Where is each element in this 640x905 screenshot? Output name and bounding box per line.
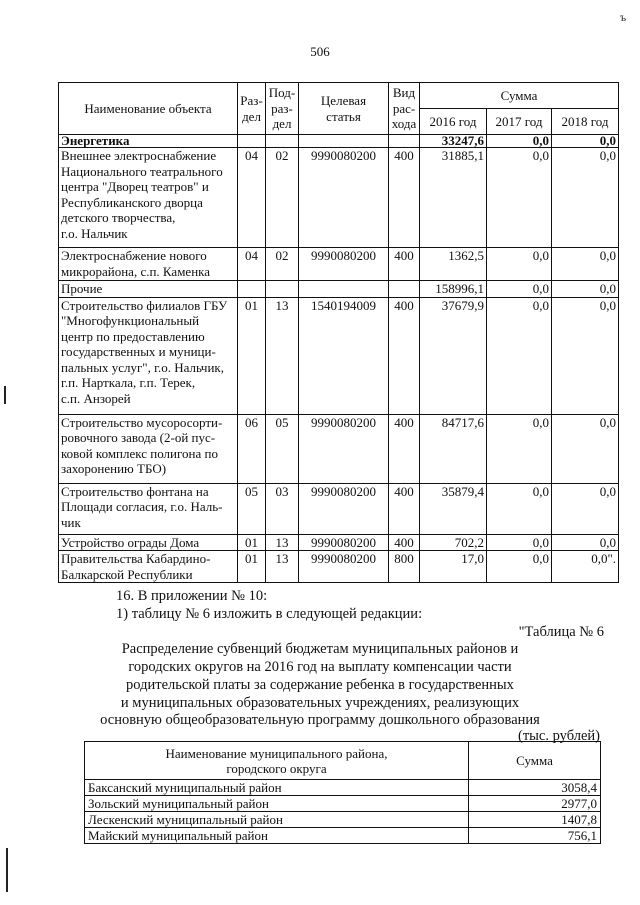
cell-target: 9990080200 — [299, 148, 389, 248]
cell-razdel: 04 — [238, 248, 266, 281]
subventions-table — [84, 741, 601, 844]
table-row — [59, 281, 619, 298]
table-row — [85, 796, 601, 812]
cell-2017: 0,0 — [487, 297, 552, 414]
cell-district: Майский муниципальный район — [85, 828, 469, 844]
cell-target: 1540194009 — [299, 297, 389, 414]
cell-razdel: 04 — [238, 148, 266, 248]
cell-target: 9990080200 — [299, 414, 389, 483]
cell-vid: 400 — [389, 483, 420, 534]
cell-podrazdel: 05 — [266, 414, 299, 483]
scan-mark: ъ — [620, 10, 627, 24]
header-vid: Вид рас- хода — [389, 83, 420, 135]
table-row — [59, 534, 619, 551]
cell-vid: 400 — [389, 297, 420, 414]
cell-name: Прочие — [59, 281, 238, 298]
header-podrazdel: Под- раз- дел — [266, 83, 299, 135]
cell-target: 9990080200 — [299, 534, 389, 551]
title-line: городских округов на 2016 год на выплату компенсации части — [128, 659, 512, 675]
cell-podrazdel — [266, 281, 299, 298]
cell-vid: 800 — [389, 551, 420, 583]
table-row — [85, 812, 601, 828]
title-line: родительской платы за содержание ребенка в государственных — [126, 677, 514, 693]
table-row — [59, 297, 619, 414]
cell-2017: 0,0 — [487, 534, 552, 551]
cell-2016: 84717,6 — [420, 414, 487, 483]
cell-sum: 3058,4 — [469, 780, 601, 796]
cell-2018: 0,0 — [552, 281, 619, 298]
cell-razdel — [238, 281, 266, 298]
header-district: Наименование муниципального района, городского округа — [85, 742, 469, 780]
cell-district: Зольский муниципальный район — [85, 796, 469, 812]
cell-vid: 400 — [389, 414, 420, 483]
cell-vid — [389, 281, 420, 298]
cell-2017: 0,0 — [487, 248, 552, 281]
cell-name: Энергетика — [59, 135, 238, 148]
cell-razdel: 01 — [238, 534, 266, 551]
cell-district: Лескенский муниципальный район — [85, 812, 469, 828]
cell-name: Строительство мусоросорти- ровочного завода (2-ой пус- ковой комплекс полигона по захоронению ТБО) — [59, 414, 238, 483]
cell-vid: 400 — [389, 148, 420, 248]
header-name: Наименование объекта — [59, 83, 238, 135]
cell-2017: 0,0 — [487, 135, 552, 148]
cell-razdel: 05 — [238, 483, 266, 534]
cell-district: Баксанский муниципальный район — [85, 780, 469, 796]
cell-2016: 17,0 — [420, 551, 487, 583]
cell-podrazdel: 13 — [266, 297, 299, 414]
cell-2018: 0,0 — [552, 534, 619, 551]
cell-name: Внешнее электроснабжение Национального театрального центра "Дворец театров" и Республиканского дворца детского творчества, г.о. Нальчик — [59, 148, 238, 248]
page-number: 506 — [310, 44, 330, 59]
table-row — [59, 414, 619, 483]
item-1: 1) таблицу № 6 изложить в следующей редакции: — [116, 606, 423, 622]
cell-target: 9990080200 — [299, 248, 389, 281]
cell-name: Электроснабжение нового микрорайона, с.п. Каменка — [59, 248, 238, 281]
table-label: "Таблица № 6 — [518, 624, 604, 640]
header-razdel: Раз- дел — [238, 83, 266, 135]
table-row — [85, 780, 601, 796]
cell-2017: 0,0 — [487, 281, 552, 298]
cell-2016: 31885,1 — [420, 148, 487, 248]
header-2017: 2017 год — [487, 109, 552, 135]
cell-podrazdel: 03 — [266, 483, 299, 534]
cell-name: Устройство ограды Дома — [59, 534, 238, 551]
header-2016: 2016 год — [420, 109, 487, 135]
title-line: основную общеобразовательную программу дошкольного образования — [100, 712, 540, 728]
header-sum: Сумма — [420, 83, 619, 109]
title-line: и муниципальных образовательных учреждениях, реализующих — [120, 695, 520, 711]
cell-2018: 0,0 — [552, 414, 619, 483]
title-line: Распределение субвенций бюджетам муниципальных районов и — [121, 641, 519, 657]
cell-target — [299, 281, 389, 298]
cell-razdel: 06 — [238, 414, 266, 483]
cell-podrazdel — [266, 135, 299, 148]
cell-podrazdel: 13 — [266, 551, 299, 583]
cell-vid: 400 — [389, 534, 420, 551]
cell-2018: 0,0 — [552, 483, 619, 534]
table-row — [59, 248, 619, 281]
cell-name: Строительство филиалов ГБУ "Многофункциональный центр по предоставлению государственных и муници- пальных услуг", г.о. Нальчик, г.п. Нарткала, г.п. Терек, с.п. Анзорей — [59, 297, 238, 414]
margin-mark — [6, 848, 8, 892]
cell-sum: 2977,0 — [469, 796, 601, 812]
cell-2018: 0,0 — [552, 297, 619, 414]
cell-target: 9990080200 — [299, 551, 389, 583]
cell-2016: 33247,6 — [420, 135, 487, 148]
item-16: 16. В приложении № 10: — [116, 588, 268, 604]
cell-sum: 1407,8 — [469, 812, 601, 828]
cell-2018: 0,0 — [552, 135, 619, 148]
cell-razdel: 01 — [238, 551, 266, 583]
cell-2017: 0,0 — [487, 551, 552, 583]
margin-mark — [4, 386, 6, 404]
cell-name: Строительство фонтана на Площади согласия, г.о. Наль- чик — [59, 483, 238, 534]
cell-vid — [389, 135, 420, 148]
cell-2017: 0,0 — [487, 483, 552, 534]
cell-podrazdel: 02 — [266, 148, 299, 248]
cell-2017: 0,0 — [487, 148, 552, 248]
objects-table — [58, 82, 619, 583]
cell-2016: 35879,4 — [420, 483, 487, 534]
table-row — [59, 483, 619, 534]
cell-vid: 400 — [389, 248, 420, 281]
cell-target — [299, 135, 389, 148]
table-row — [59, 551, 619, 583]
table-row — [85, 828, 601, 844]
header-target: Целевая статья — [299, 83, 389, 135]
cell-podrazdel: 02 — [266, 248, 299, 281]
cell-2016: 702,2 — [420, 534, 487, 551]
cell-2018: 0,0". — [552, 551, 619, 583]
cell-2016: 158996,1 — [420, 281, 487, 298]
cell-2016: 1362,5 — [420, 248, 487, 281]
table-row — [59, 148, 619, 248]
cell-2016: 37679,9 — [420, 297, 487, 414]
cell-target: 9990080200 — [299, 483, 389, 534]
cell-podrazdel: 13 — [266, 534, 299, 551]
cell-razdel — [238, 135, 266, 148]
cell-2018: 0,0 — [552, 248, 619, 281]
header-2018: 2018 год — [552, 109, 619, 135]
header-sum: Сумма — [469, 742, 601, 780]
cell-2017: 0,0 — [487, 414, 552, 483]
cell-sum: 756,1 — [469, 828, 601, 844]
units-label: (тыс. рублей) — [518, 728, 600, 744]
cell-razdel: 01 — [238, 297, 266, 414]
cell-name: Правительства Кабардино- Балкарской Республики — [59, 551, 238, 583]
cell-2018: 0,0 — [552, 148, 619, 248]
table-row — [59, 135, 619, 148]
